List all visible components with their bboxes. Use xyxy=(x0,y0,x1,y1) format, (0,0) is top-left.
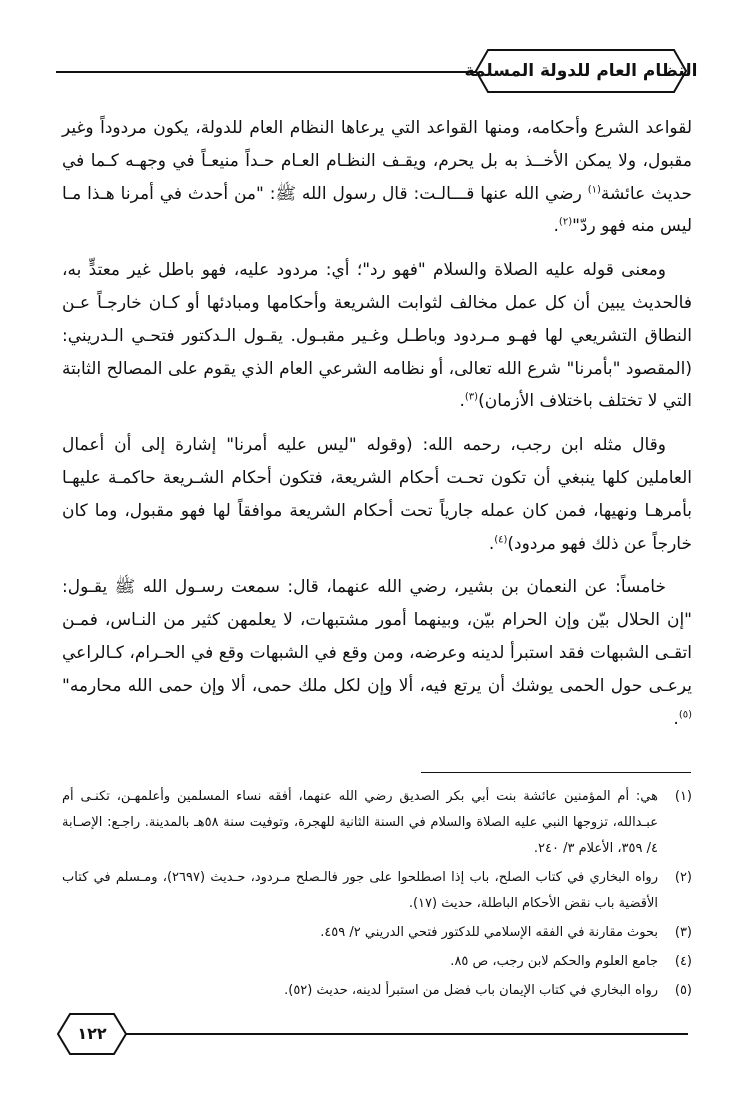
footnote-ref[interactable]: (٥) xyxy=(678,708,692,720)
footnote-ref[interactable]: (٢) xyxy=(558,216,573,228)
footnote-number: (٢) xyxy=(674,870,692,885)
footnote-5 xyxy=(62,978,692,1004)
footnote-text: رواه البخاري في كتاب الإيمان باب فضل من استبرأ لدينه، حديث (٥٢). xyxy=(284,983,658,998)
body-text xyxy=(62,112,692,746)
paragraph-text: . xyxy=(488,533,495,554)
footnote-4 xyxy=(62,949,692,975)
paragraph-text: ومعنى قوله عليه الصلاة والسلام "فهو رد"؛ أي: مردود عليه، فهو باطل غير معتدٍّ به، فالحديث يبين أن كل عمل مخالف لثوابت الشريعة وأحكامها ومبادئها أو كـان خارجـاً عـن النطاق التشريعي لها فهـو مـردود وباطـل وغـير مقبـول. يقـول الـدكتور فتحـي الـدريني: (المقصود "بأمرنا" شرع الله تعالى، أو نظامه الشرعي العام الذي يقوم على المصالح الثابتة التي لا تختلف باختلاف الأزمان) xyxy=(62,260,692,412)
footnote-text: جامع العلوم والحكم لابن رجب، ص ٨٥. xyxy=(450,954,658,969)
footnote-text: بحوث مقارنة في الفقه الإسلامي للدكتور فتحي الدريني ٢/ ٤٥٩. xyxy=(320,925,658,940)
header-title: النظام العام للدولة المسلمة xyxy=(464,61,698,81)
footnote-number: (٣) xyxy=(674,925,692,940)
header-title-frame xyxy=(464,48,698,94)
paragraph-text: . xyxy=(553,216,559,237)
page-footer xyxy=(56,1012,688,1056)
running-header xyxy=(56,48,698,96)
footnote-number: (١) xyxy=(674,789,692,804)
footnote-number: (٤) xyxy=(674,954,692,969)
paragraph-text: خامساً: عن النعمان بن بشير، رضي الله عنهما، قال: سمعت رسـول الله ﷺ يقـول: "إن الحلال بيّن وإن الحرام بيّن، وبينهما أمور مشتبهات، لا يعلمهن كثير من النـاس، فمـن اتقـى الشبهات فقد استبرأ لدينه وعرضه، ومن وقع في الشبهات وقع في الحـرام، كـالراعي يرعـى حول الحمى يوشك أن يرتع فيه، ألا وإن لكل ملك حمى، ألا وإن حمى الله محارمه" xyxy=(62,577,692,696)
page-number-frame xyxy=(56,1012,128,1056)
footnote-text: رواه البخاري في كتاب الصلح، باب إذا اصطلحوا على جور فالـصلح مـردود، حـديث (٢٦٩٧)، ومـسلم في كتاب الأقضية باب نقض الأحكام الباطلة، حديث (١٧). xyxy=(62,870,658,911)
footnote-separator xyxy=(421,772,691,773)
footnotes xyxy=(62,784,692,1007)
footer-rule xyxy=(126,1033,688,1035)
footnote-ref[interactable]: (٣) xyxy=(464,391,479,403)
paragraph-3 xyxy=(62,429,692,560)
paragraph-text: لقواعد الشرع وأحكامه، ومنها القواعد التي يرعاها النظام العام للدولة، يكون مردوداً وغير مقبول، ولا يمكن الأخــذ به بل يحرم، ويقـف النظـام العـام حـداً منيعـاً في وجهـه كـما في حديث عائشة xyxy=(62,118,692,204)
footnote-2 xyxy=(62,865,692,917)
footnote-text: هي: أم المؤمنين عائشة بنت أبي بكر الصديق رضي الله عنهما، أفقه نساء المسلمين وأعلمهـن، تكنـى أم عبـدالله، تزوجها النبي عليه الصلاة والسلام في السنة الثانية للهجرة، وتوفيت سنة ٥٨هـ بالمدينة. راجـع: الإصـابة ٤/ ٣٥٩، الأعلام ٣/ ٢٤٠. xyxy=(62,789,658,856)
footnote-ref[interactable]: (١) xyxy=(587,183,601,195)
footnote-1 xyxy=(62,784,692,862)
paragraph-text: . xyxy=(459,391,465,412)
paragraph-text: وقال مثله ابن رجب، رحمه الله: (وقوله "ليس عليه أمرنا" إشارة إلى أن أعمال العاملين كلها ينبغي أن تكون تحـت أحكام الشريعة، فتكون أحكام الشـريعة حاكمـة عليهـا بأمرهـا ونهيها، فمن كان عمله جارياً تحت أحكام الشريعة موافقاً لها فهو مقبول، وما كان خارجاً عن ذلك فهو مردود) xyxy=(62,435,692,554)
footnote-number: (٥) xyxy=(674,983,692,998)
paragraph-4 xyxy=(62,571,692,735)
paragraph-1 xyxy=(62,112,692,243)
footnote-ref[interactable]: (٤) xyxy=(494,533,508,545)
paragraph-text: . xyxy=(673,708,679,729)
paragraph-text: رضي الله عنها قـــالـت: قال رسول الله ﷺ: "من أحدث في أمرنا هـذا مـا ليس منه فهو ردّ" xyxy=(62,183,692,237)
footnote-3 xyxy=(62,920,692,946)
header-rule xyxy=(56,71,476,73)
page-number: ١٢٢ xyxy=(77,1024,107,1043)
paragraph-2 xyxy=(62,254,692,418)
